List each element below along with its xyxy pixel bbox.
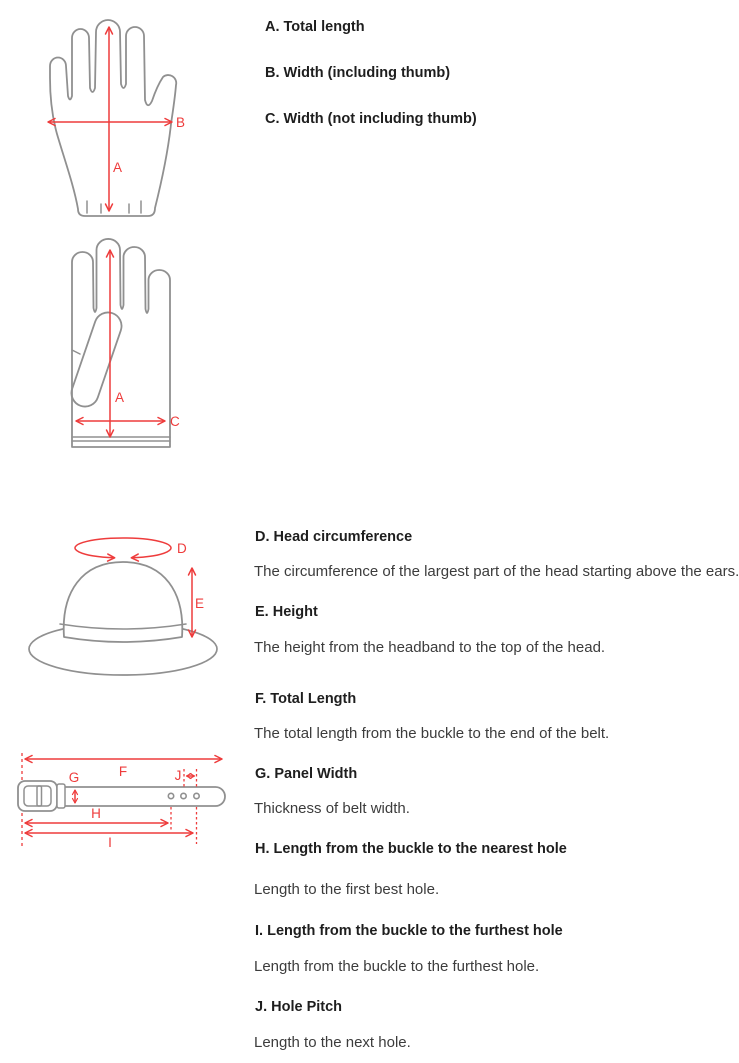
legend-i-description: Length from the buckle to the furthest hole. [254, 958, 540, 975]
legend-d-title: D. Head circumference [255, 529, 413, 545]
legend-c-title: C. Width (not including thumb) [265, 111, 477, 127]
measure-label-a-back: A [113, 160, 123, 175]
glove-back-cuff-ribs [87, 201, 141, 213]
legend-e-title: E. Height [255, 604, 318, 620]
measure-label-h: H [91, 806, 101, 821]
glove-palm-thumb-base-line [72, 350, 80, 354]
legend-j-description: Length to the next hole. [254, 1034, 411, 1051]
measure-label-c: C [170, 414, 180, 429]
hat-crown [64, 562, 183, 642]
glove-back-diagram [48, 20, 185, 216]
measure-label-e: E [195, 596, 205, 611]
belt-keeper-loop [57, 784, 65, 808]
hat-diagram [29, 538, 217, 675]
glove-back-outline [50, 20, 176, 216]
legend-e-description: The height from the headband to the top of the head. [254, 639, 606, 656]
measure-arrow-d-circumference [75, 538, 171, 558]
measure-label-f: F [118, 764, 128, 779]
legend-j-title: J. Hole Pitch [255, 999, 343, 1015]
measure-label-i: I [108, 835, 112, 850]
glove-palm-diagram [71, 239, 180, 447]
legend-h-description: Length to the first best hole. [254, 881, 440, 898]
legend-f-description: The total length from the buckle to the end of the belt. [254, 725, 610, 742]
legend-b-title: B. Width (including thumb) [265, 65, 451, 81]
legend-i-title: I. Length from the buckle to the furthest hole [255, 923, 563, 939]
legend-f-title: F. Total Length [255, 691, 357, 707]
legend-g-title: G. Panel Width [255, 766, 358, 782]
legend-g-description: Thickness of belt width. [254, 800, 410, 817]
measure-label-a-palm: A [115, 390, 125, 405]
measure-label-b: B [176, 115, 186, 130]
legend-a-title: A. Total length [265, 19, 365, 35]
legend-h-title: H. Length from the buckle to the nearest hole [255, 841, 567, 857]
glove-palm-hem-lines [72, 437, 170, 441]
measure-label-j: J [174, 768, 182, 783]
belt-diagram [18, 753, 225, 850]
belt-strap [62, 787, 225, 806]
measure-label-d: D [177, 541, 187, 556]
glove-palm-outline [72, 239, 170, 447]
legend-d-description: The circumference of the largest part of the head starting above the ears. [254, 563, 739, 580]
measure-label-g: G [68, 770, 80, 785]
